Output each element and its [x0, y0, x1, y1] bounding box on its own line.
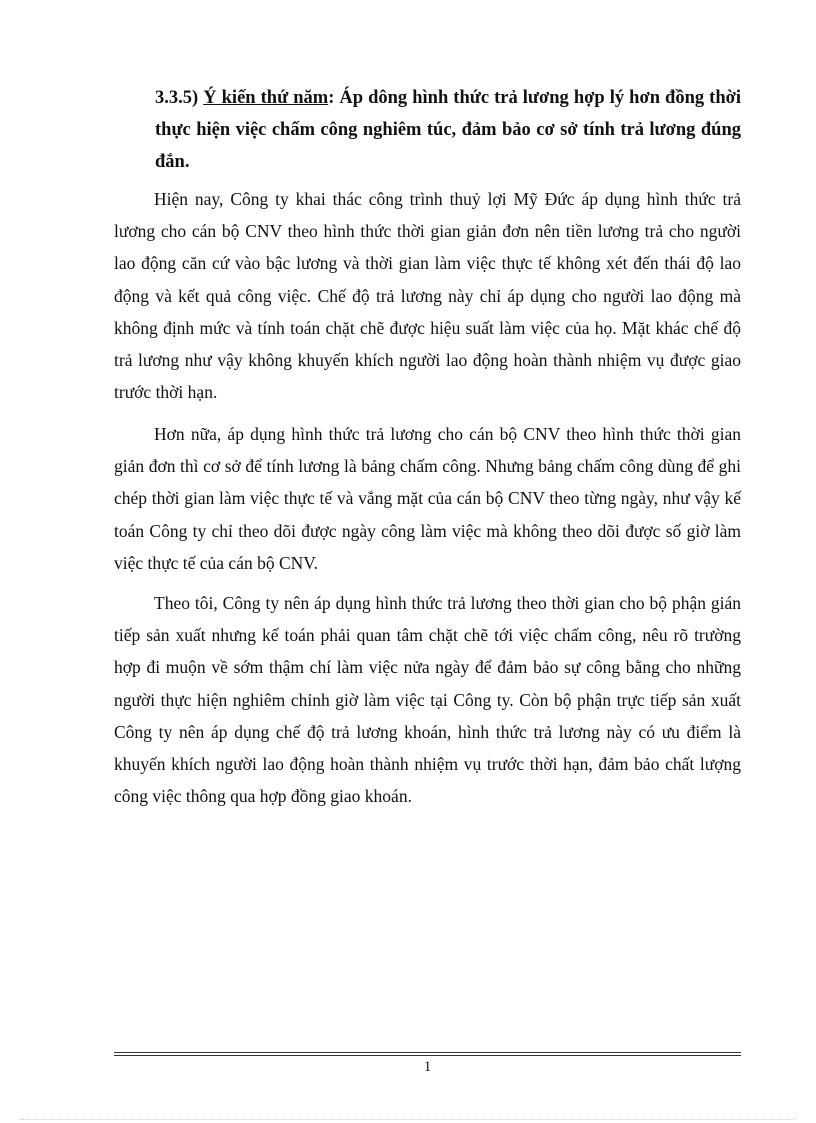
paragraph-2-text: Hơn nữa, áp dụng hình thức trả lương cho cán bộ CNV theo hình thức thời gian giản đơn thì cơ sở để tính lương là bảng chấm công. Nhưng bảng chấm công dùng để ghi chép thời gian làm việc thực tế và vắng mặt của cán bộ CNV theo từng ngày, như vậy kế toán Công ty chỉ theo dõi được ngày công làm việc mà không theo dõi được số giờ làm việc thực tế của cán bộ CNV.: [114, 424, 741, 573]
section-title-rest: : Áp dông hình thức trả lương hợp lý hơn đồng thời thực hiện việc chấm công nghiêm túc, đảm bảo cơ sở tính trả lương đúng đắn.: [155, 88, 742, 172]
footer-divider: [114, 1052, 741, 1053]
paragraph-1: [114, 183, 741, 408]
section-number: 3.3.5): [155, 88, 199, 108]
page-bottom-border: [20, 1119, 796, 1120]
page-number: 1: [423, 1059, 432, 1075]
paragraph-1-text: Hiện nay, Công ty khai thác công trình thuỷ lợi Mỹ Đức áp dụng hình thức trả lương cho cán bộ CNV theo hình thức thời gian giản đơn nên tiền lương trả cho người lao động căn cứ vào bậc lương và thời gian làm việc thực tế không xét đến thái độ lao động và kết quả công việc. Chế độ trả lương này chỉ áp dụng cho người lao động mà không định mức và tính toán chặt chẽ được hiệu suất làm việc của họ. Mặt khác chế độ trả lương như vậy không khuyến khích người lao động hoàn thành nhiệm vụ được giao trước thời hạn.: [114, 189, 741, 403]
paragraph-2: [114, 418, 741, 579]
section-title-underlined: Ý kiến thứ năm: [203, 88, 329, 108]
section-heading: [155, 82, 741, 178]
footer-divider-double: [114, 1055, 741, 1056]
paragraph-3: [114, 587, 741, 812]
paragraph-3-text: Theo tôi, Công ty nên áp dụng hình thức trả lương theo thời gian cho bộ phận gián tiếp sản xuất nhưng kế toán phải quan tâm chặt chẽ tới việc chấm công, nêu rõ trường hợp đi muộn về sớm thậm chí làm việc nửa ngày để đảm bảo sự công bằng cho những người thực hiện nghiêm chỉnh giờ làm việc tại Công ty. Còn bộ phận trực tiếp sản xuất Công ty nên áp dụng chế độ trả lương khoán, hình thức trả lương này có ưu điểm là khuyến khích người lao động hoàn thành nhiệm vụ trước thời hạn, đảm bảo chất lượng công việc thông qua hợp đồng giao khoán.: [114, 593, 741, 807]
